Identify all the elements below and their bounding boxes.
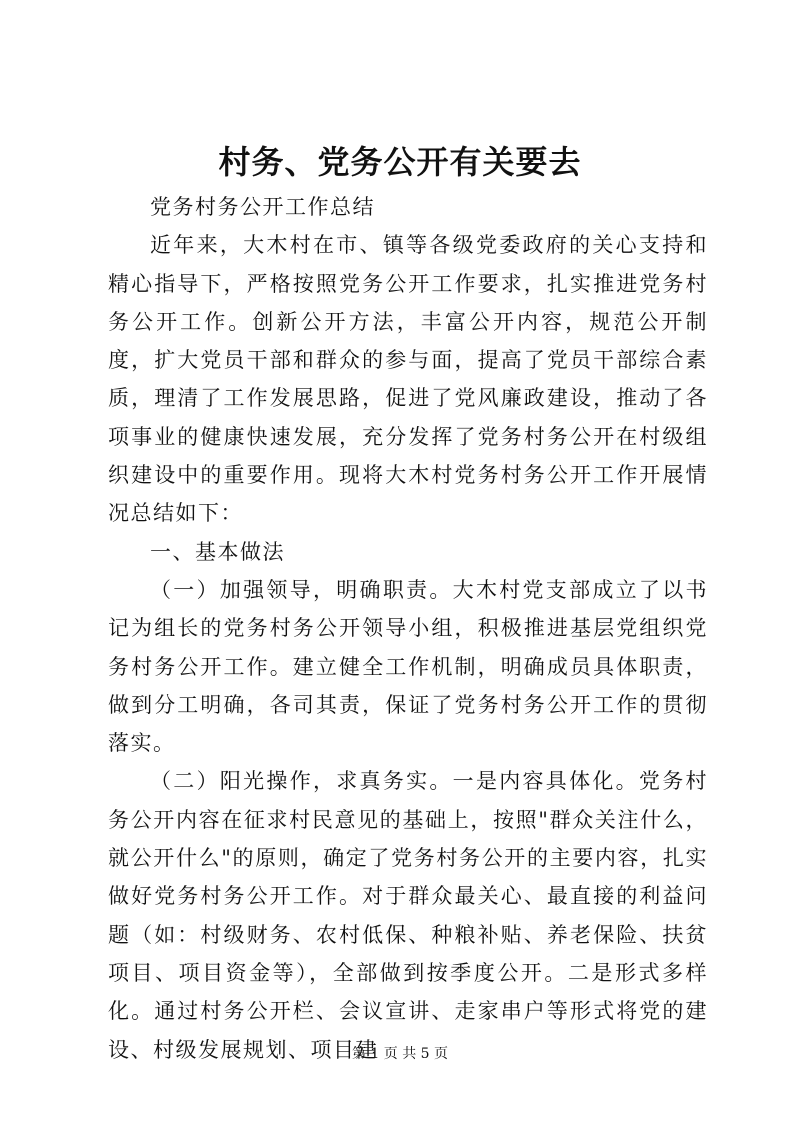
page-number-footer: 第 1 页 共 5 页 — [351, 1046, 449, 1062]
body-paragraph: （二）阳光操作，求真务实。一是内容具体化。党务村务公开内容在征求村民意见的基础上，按照"群众关注什么，就公开什么"的原则，确定了党务村务公开的主要内容，扎实做好党务村务公开工作。对于群众最关心、最直接的利益问题（如：村级财务、农村低保、种粮补贴、养老保险、扶贫项目、项目资金等），全部做到按季度公开。二是形式多样化。通过村务公开栏、会议宣讲、走家串户等形式将党的建设、村级发展规划、项目建 — [108, 769, 708, 1062]
document-title: 村务、党务公开有关要去 — [218, 143, 582, 181]
document-body — [108, 188, 708, 1069]
intro-paragraph: 近年来，大木村在市、镇等各级党委政府的关心支持和精心指导下，严格按照党务公开工作要求，扎实推进党务村务公开工作。创新公开方法，丰富公开内容，规范公开制度，扩大党员干部和群众的参与面，提高了党员干部综合素质，理清了工作发展思路，促进了党风廉政建设，推动了各项事业的健康快速发展，充分发挥了党务村务公开在村级组织建设中的重要作用。现将大木村党务村务公开工作开展情况总结如下： — [108, 233, 708, 526]
subtitle-paragraph: 党务村务公开工作总结 — [150, 195, 375, 219]
body-paragraph: （一）加强领导，明确职责。大木村党支部成立了以书记为组长的党务村务公开领导小组，积极推进基层党组织党务村务公开工作。建立健全工作机制，明确成员具体职责，做到分工明确，各司其责，保证了党务村务公开工作的贯彻落实。 — [108, 577, 708, 756]
section-heading: 一、基本做法 — [150, 539, 285, 564]
